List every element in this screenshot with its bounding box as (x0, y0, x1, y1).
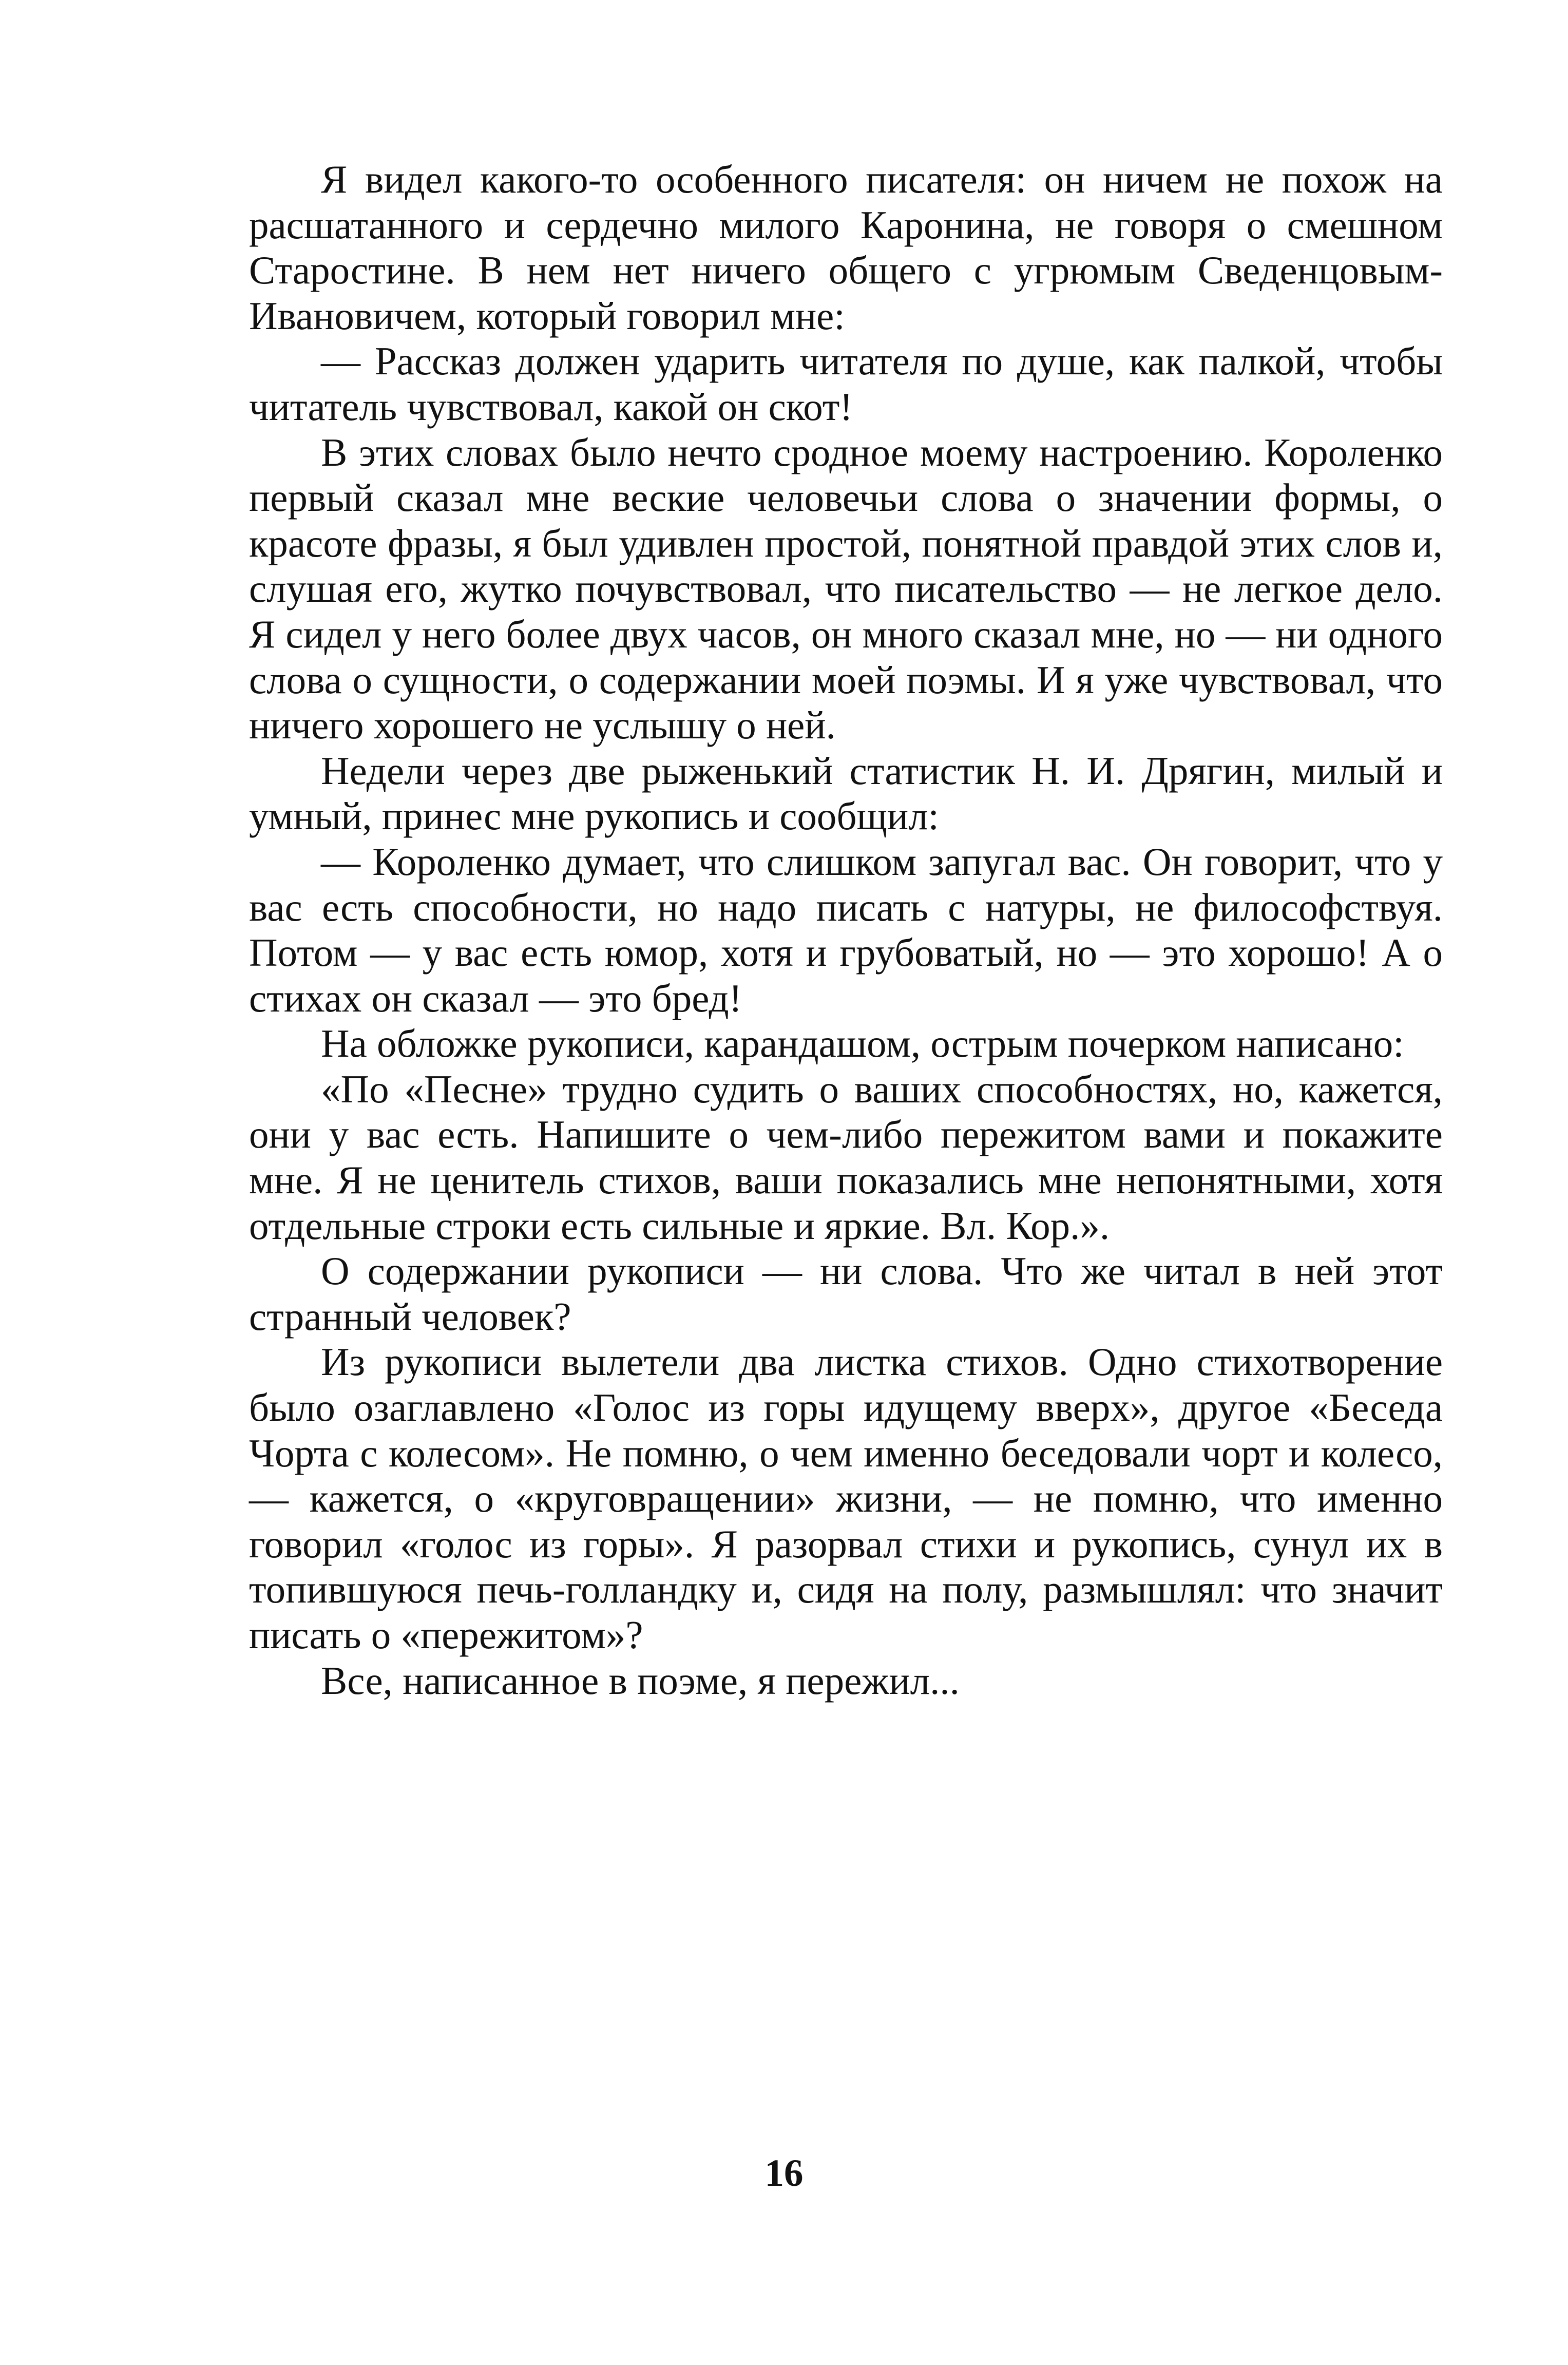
paragraph-1: Я видел какого-то особенного писателя: он ничем не похож на расшатанного и сердечно милого Каронина, не говоря о смешном Старостине. В нем нет ничего общего с угрюмым Сведенцовым-Ивановичем, который говорил мне: (249, 157, 1443, 338)
paragraph-2: — Рассказ должен ударить читателя по душе, как палкой, чтобы читатель чувствовал, какой он скот! (249, 339, 1443, 429)
paragraph-4: Недели через две рыженький статистик Н. И. Дрягин, милый и умный, принес мне рукопись и сообщил: (249, 748, 1443, 838)
paragraph-3: В этих словах было нечто сродное моему настроению. Короленко первый сказал мне веские человечьи слова о значении формы, о красоте фразы, я был удивлен простой, понятной правдой этих слов и, слушая его, жутко почувствовал, что писательство — не легкое дело. Я сидел у него более двух часов, он много сказал мне, но — ни одного слова о сущности, о содержании моей поэмы. И я уже чувствовал, что ничего хорошего не услышу о ней. (249, 430, 1443, 748)
paragraph-7: «По «Песне» трудно судить о ваших способностях, но, кажется, они у вас есть. Напишите о чем-либо пережитом вами и покажите мне. Я не ценитель стихов, ваши показались мне непонятными, хотя отдельные строки есть сильные и яркие. Вл. Кор.». (249, 1066, 1443, 1248)
paragraph-6: На обложке рукописи, карандашом, острым почерком написано: (321, 1021, 1404, 1066)
body-text (249, 157, 1443, 1703)
page-number: 16 (764, 2152, 804, 2195)
paragraph-9: Из рукописи вылетели два листка стихов. Одно стихотворение было озаглавлено «Голос из горы идущему вверх», другое «Беседа Чорта с колесом». Не помню, о чем именно беседовали чорт и колесо, — кажется, о «круговращении» жизни, — не помню, что именно говорил «голос из горы». Я разорвал стихи и рукопись, сунул их в топившуюся печь-голландку и, сидя на полу, размышлял: что значит писать о «пережитом»? (249, 1340, 1443, 1657)
paragraph-10: Все, написанное в поэме, я пережил... (321, 1658, 960, 1703)
paragraph-5: — Короленко думает, что слишком запугал вас. Он говорит, что у вас есть способности, но надо писать с натуры, не философствуя. Потом — у вас есть юмор, хотя и грубоватый, но — это хорошо! А о стихах он сказал — это бред! (249, 839, 1443, 1020)
paragraph-8: О содержании рукописи — ни слова. Что же читал в ней этот странный человек? (249, 1249, 1443, 1339)
